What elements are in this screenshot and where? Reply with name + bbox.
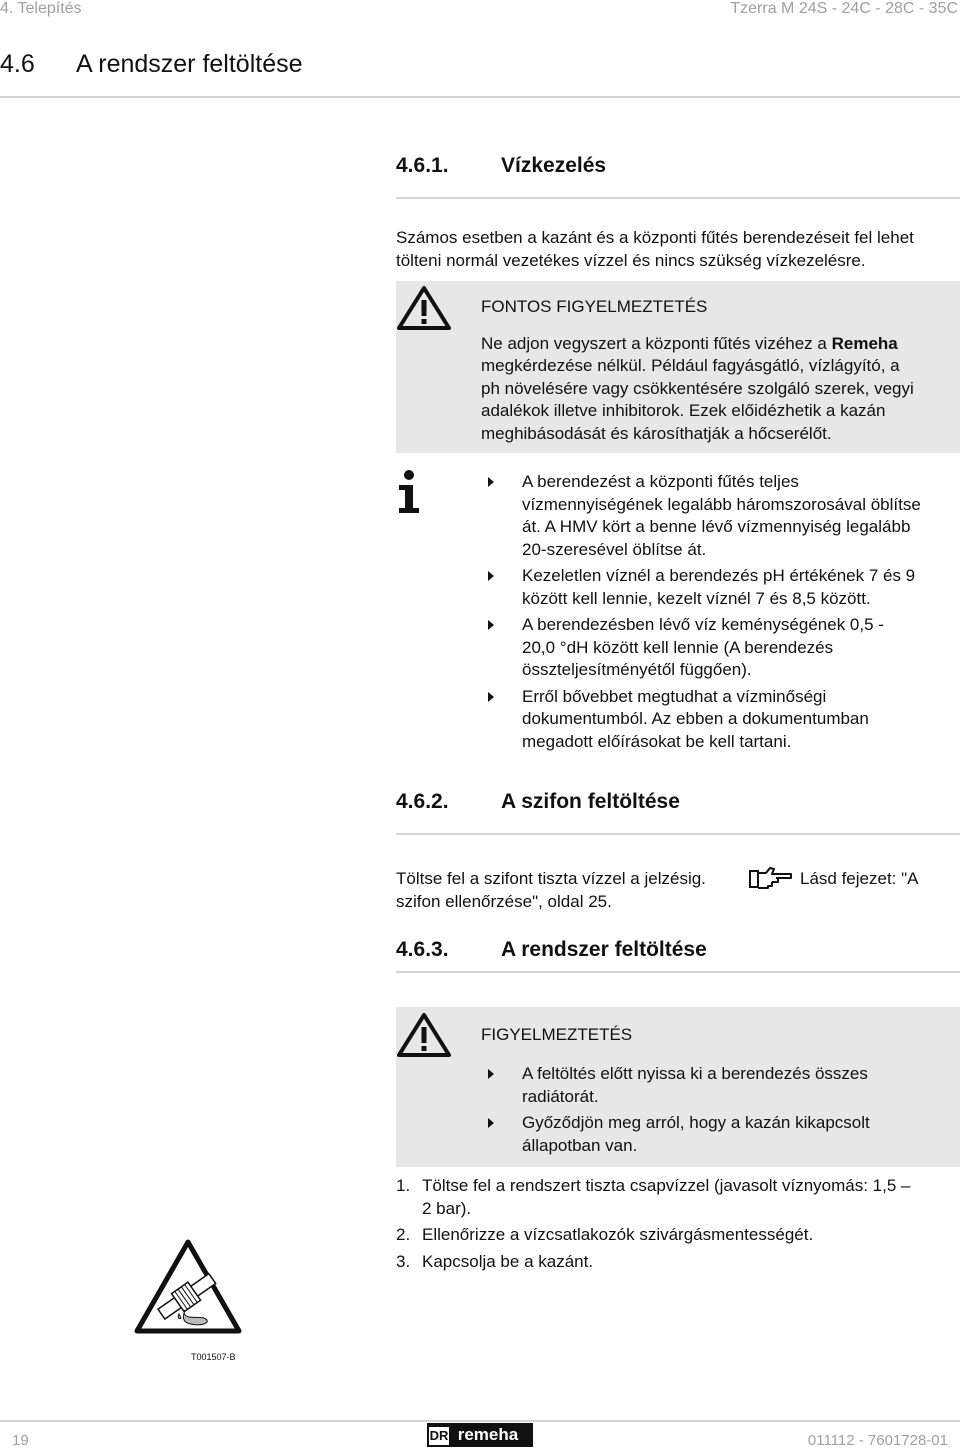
- info-icon: [396, 470, 422, 514]
- divider: [396, 971, 960, 973]
- list-item: Erről bővebbet megtudhat a vízminőségi dokumentumból. Az ebben a dokumentumban megadott előírásokat be kell tartani.: [486, 686, 960, 754]
- logo-text: remeha: [457, 1425, 519, 1444]
- document-number: 011112 - 7601728-01: [807, 1432, 948, 1449]
- page-number: 19: [12, 1432, 29, 1449]
- warning-title: FONTOS FIGYELMEZTETÉS: [481, 297, 708, 316]
- header-chapter: 4. Telepítés: [0, 0, 82, 17]
- brand-name: Remeha: [831, 333, 898, 353]
- header-model: Tzerra M 24S - 24C - 28C - 35C: [730, 0, 958, 17]
- section-title: Vízkezelés: [501, 154, 607, 177]
- szifon-line: Töltse fel a szifont tiszta vízzel a jelzésig.: [396, 869, 706, 888]
- szifon-line[interactable]: szifon ellenőrzése", oldal 25.: [396, 891, 612, 911]
- chapter-reference-link[interactable]: Lásd fejezet: "A: [800, 869, 919, 888]
- main-heading-title: A rendszer feltöltése: [76, 50, 303, 78]
- section-number: 4.6.3.: [396, 938, 449, 961]
- divider: [396, 197, 960, 199]
- logo-mark: DR: [429, 1427, 449, 1443]
- divider: [0, 1420, 960, 1422]
- section-heading-vizkezeles: [0, 154, 960, 182]
- warning-triangle-icon: [396, 285, 452, 331]
- pointing-hand-icon[interactable]: [748, 865, 794, 893]
- info-bullet-list: [486, 471, 960, 757]
- section-number: 4.6.1.: [396, 154, 449, 177]
- fill-steps-list: [396, 1175, 960, 1277]
- list-item: A feltöltés előtt nyissa ki a berendezés összes radiátorát.: [486, 1063, 960, 1108]
- warning-bullet-list: [486, 1063, 960, 1161]
- warning-title: FIGYELMEZTETÉS: [481, 1025, 633, 1044]
- warning-triangle-icon: [396, 1012, 452, 1058]
- intro-line: tölteni normál vezetékes vízzel és nincs szükség vízkezelésre.: [396, 250, 866, 270]
- section-heading-feltoltes: [0, 938, 960, 966]
- warning-line: meghibásodását és károsíthatják a hőcserélőt.: [481, 423, 832, 443]
- step-item: 3. Kapcsolja be a kazánt.: [396, 1251, 594, 1271]
- footer: [0, 1420, 960, 1451]
- warning-line: ph növelésére vagy csökkentésére szolgáló szerek, vegyi: [481, 378, 914, 398]
- list-item: Győződjön meg arról, hogy a kazán kikapcsolt állapotban van.: [486, 1112, 960, 1157]
- intro-paragraph: [396, 227, 960, 272]
- warning-content: [481, 296, 960, 445]
- divider: [396, 833, 960, 835]
- main-heading-number: 4.6: [0, 50, 35, 78]
- leak-check-illustration: [133, 1238, 243, 1336]
- list-item: A berendezést a központi fűtés teljes vízmennyiségének legalább háromszorosával öblítse át. A HMV kört a benne lévő vízmennyiség legalább 20-szeresével öblítse át.: [486, 471, 960, 561]
- list-item: A berendezésben lévő víz keménységének 0,5 - 20,0 °dH között kell lennie (A berendezés összteljesítményétől függően).: [486, 614, 960, 682]
- section-heading-szifon: [0, 790, 960, 818]
- intro-line: Számos esetben a kazánt és a központi fűtés berendezéseit fel lehet: [396, 228, 914, 247]
- list-item: Kezeletlen víznél a berendezés pH értékének 7 és 9 között kell lennie, kezelt víznél 7 és 8,5 között.: [486, 565, 960, 610]
- remeha-logo: [427, 1423, 533, 1447]
- section-title: A rendszer feltöltése: [501, 938, 707, 961]
- section-title: A szifon feltöltése: [501, 790, 680, 813]
- warning-line: Ne adjon vegyszert a központi fűtés vizéhez a Remeha: [481, 333, 898, 353]
- step-item: 1. Töltse fel a rendszert tiszta csapvízzel (javasolt víznyomás: 1,5 – 2 bar).: [396, 1176, 911, 1218]
- warning-line: adalékok illetve inhibitorok. Ezek előidézhetik a kazán: [481, 401, 886, 420]
- divider: [0, 96, 960, 98]
- szifon-paragraph: [396, 868, 960, 913]
- figure-code: T001507-B: [191, 1352, 236, 1362]
- step-item: 2. Ellenőrizze a vízcsatlakozók szivárgásmentességét.: [396, 1225, 814, 1244]
- section-number: 4.6.2.: [396, 790, 449, 813]
- warning-line: megkérdezése nélkül. Például fagyásgátló, vízlágyító, a: [481, 356, 900, 375]
